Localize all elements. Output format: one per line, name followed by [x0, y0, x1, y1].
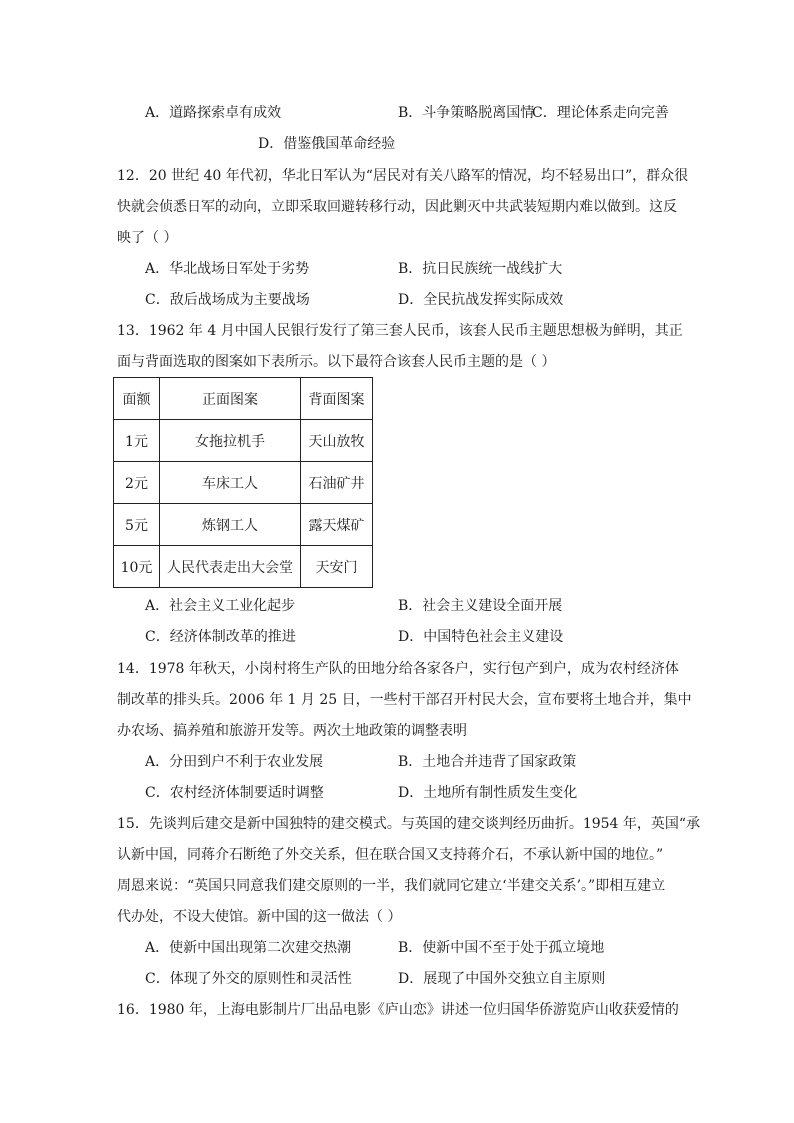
table-cell: 2元: [114, 462, 160, 504]
table-header-back: 背面图案: [301, 378, 373, 420]
table-cell: 人民代表走出大会堂: [160, 546, 301, 588]
q13-stem-line2: 面与背面选取的图案如下表所示。以下最符合该套人民币主题的是（ ）: [117, 354, 556, 370]
q12-option-c: C．敌后战场成为主要战场: [145, 292, 310, 308]
q15-option-a: A．使新中国出现第二次建交热潮: [145, 940, 352, 956]
q11-option-a: A．道路探索卓有成效: [145, 105, 282, 121]
q12-option-a: A．华北战场日军处于劣势: [145, 261, 310, 277]
q15-stem-line1: 15．先谈判后建交是新中国独特的建交模式。与英国的建交谈判经历曲折。1954 年，英国“承: [117, 816, 701, 832]
table-cell: 炼钢工人: [160, 504, 301, 546]
q14-stem-line3: 办农场、搞养殖和旅游开发等。两次土地政策的调整表明: [117, 723, 467, 739]
q13-option-d: D．中国特色社会主义建设: [398, 629, 564, 645]
table-cell: 10元: [114, 546, 160, 588]
q12-option-d: D．全民抗战发挥实际成效: [398, 292, 564, 308]
table-row: [114, 504, 373, 546]
table-cell: 露天煤矿: [301, 504, 373, 546]
q14-option-c: C．农村经济体制要适时调整: [145, 785, 324, 801]
q12-option-b: B．抗日民族统一战线扩大: [398, 261, 563, 277]
banknote-table: [113, 377, 373, 588]
q11-option-d: D．借鉴俄国革命经验: [258, 136, 396, 152]
q11-option-c: C．理论体系走向完善: [532, 105, 669, 121]
q13-option-c: C．经济体制改革的推进: [145, 629, 296, 645]
table-row: [114, 420, 373, 462]
table-cell: 石油矿井: [301, 462, 373, 504]
table-cell: 车床工人: [160, 462, 301, 504]
q13-option-b: B．社会主义建设全面开展: [398, 598, 563, 614]
table-header-denomination: 面额: [114, 378, 160, 420]
q16-stem-line1: 16．1980 年，上海电影制片厂出品电影《庐山恋》讲述一位归国华侨游览庐山收获爱情的: [117, 1002, 679, 1018]
q15-option-c: C．体现了外交的原则性和灵活性: [145, 971, 352, 987]
table-row: [114, 462, 373, 504]
table-row: [114, 546, 373, 588]
q15-option-d: D．展现了中国外交独立自主原则: [398, 971, 606, 987]
q12-stem-line3: 映了（ ）: [117, 230, 178, 246]
table-cell: 女拖拉机手: [160, 420, 301, 462]
table-header-row: [114, 378, 373, 420]
table-cell: 5元: [114, 504, 160, 546]
table-cell: 天山放牧: [301, 420, 373, 462]
q14-option-b: B．土地合并违背了国家政策: [398, 754, 577, 770]
q13-stem-line1: 13．1962 年 4 月中国人民银行发行了第三套人民币，该套人民币主题思想极为鲜明，其正: [117, 323, 683, 339]
q15-stem-line4: 代办处，不设大使馆。新中国的这一做法（ ）: [117, 909, 402, 925]
q15-stem-line2: 认新中国，同蒋介石断绝了外交关系，但在联合国又支持蒋介石，不承认新中国的地位。”: [117, 847, 664, 863]
q12-stem-line2: 快就会侦悉日军的动向，立即采取回避转移行动，因此剿灭中共武装短期内难以做到。这反: [117, 199, 677, 215]
q11-option-b: B．斗争策略脱离国情: [398, 105, 535, 121]
q12-stem-line1: 12．20 世纪 40 年代初，华北日军认为“居民对有关八路军的情况，均不轻易出口”，群众很: [117, 168, 689, 184]
table-cell: 1元: [114, 420, 160, 462]
q14-stem-line2: 制改革的排头兵。2006 年 1 月 25 日，一些村干部召开村民大会，宣布要将土地合并，集中: [117, 692, 692, 708]
table-header-front: 正面图案: [160, 378, 301, 420]
q14-option-d: D．土地所有制性质发生变化: [398, 785, 578, 801]
q15-stem-line3: 周恩来说：“英国只同意我们建交原则的一半，我们就同它建立‘半建交关系’。”即相互建立: [117, 878, 666, 894]
q14-stem-line1: 14．1978 年秋天，小岗村将生产队的田地分给各家各户，实行包产到户，成为农村经济体: [117, 661, 679, 677]
table-cell: 天安门: [301, 546, 373, 588]
q15-option-b: B．使新中国不至于处于孤立境地: [398, 940, 605, 956]
q14-option-a: A．分田到户不利于农业发展: [145, 754, 324, 770]
q13-option-a: A．社会主义工业化起步: [145, 598, 296, 614]
